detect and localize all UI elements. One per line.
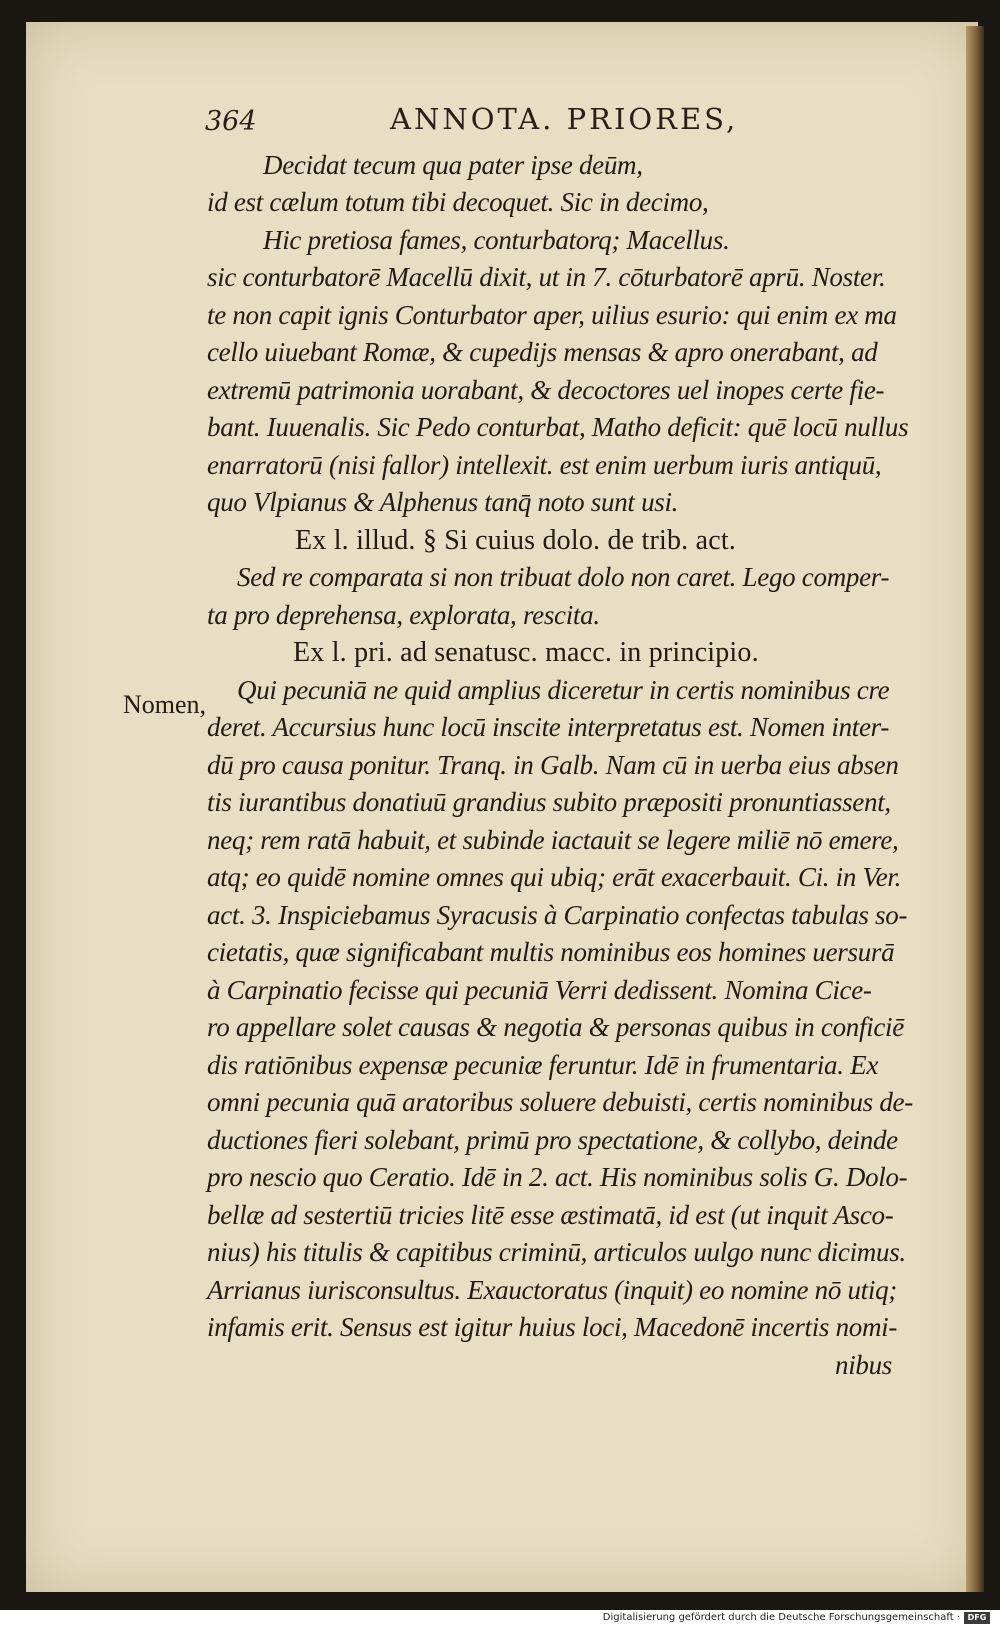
text-line: cello uiuebant Romæ, & cupedijs mensas & apro onerabant, ad bbox=[207, 337, 878, 367]
text-line: dis ratiōnibus expensæ pecuniæ feruntur. Idē in frumentaria. Ex bbox=[207, 1050, 879, 1080]
text-line: à Carpinatio fecisse qui pecuniā Verri dedissent. Nomina Cice- bbox=[207, 975, 872, 1005]
section-heading: Ex l. illud. § Si cuius dolo. de trib. act. bbox=[295, 525, 737, 556]
text-line: Qui pecuniā ne quid amplius diceretur in certis nominibus cre bbox=[237, 675, 890, 705]
text-line: Hic pretiosa fames, conturbatorq; Macellus. bbox=[263, 225, 730, 255]
text-line: neq; rem ratā habuit, et subinde iactauit se legere miliē nō emere, bbox=[207, 825, 899, 855]
text-line: deret. Accursius hunc locū inscite interpretatus est. Nomen inter- bbox=[207, 712, 890, 742]
text-line: te non capit ignis Conturbator aper, uilius esurio: qui enim ex ma bbox=[207, 300, 897, 330]
text-line: infamis erit. Sensus est igitur huius loci, Macedonē incertis nomi- bbox=[207, 1312, 898, 1342]
text-line: enarratorū (nisi fallor) intellexit. est enim uerbum iuris antiquū, bbox=[207, 450, 882, 480]
dfg-logo: DFG bbox=[964, 1612, 990, 1624]
text-line: cietatis, quæ significabant multis nominibus eos homines uersurā bbox=[207, 937, 895, 967]
text-line: extremū patrimonia uorabant, & decoctores uel inopes certe fie- bbox=[207, 375, 885, 405]
catchword: nibus bbox=[835, 1350, 893, 1380]
text-line: Decidat tecum qua pater ipse deūm, bbox=[263, 150, 643, 180]
page-edge bbox=[966, 26, 984, 1592]
page-number: 364 bbox=[205, 106, 257, 137]
text-line: ductiones fieri solebant, primū pro spectatione, & collybo, deinde bbox=[207, 1125, 898, 1155]
text-line: pro nescio quo Ceratio. Idē in 2. act. His nominibus solis G. Dolo- bbox=[207, 1162, 908, 1192]
text-line: omni pecunia quā aratoribus soluere debuisti, certis nominibus de- bbox=[207, 1087, 913, 1117]
running-head: ANNOTA. PRIORES, bbox=[390, 102, 739, 136]
text-line: dū pro causa ponitur. Tranq. in Galb. Nam cū in uerba eius absen bbox=[207, 750, 899, 780]
text-line: ta pro deprehensa, explorata, rescita. bbox=[207, 600, 600, 630]
text-line: id est cælum totum tibi decoquet. Sic in decimo, bbox=[207, 187, 709, 217]
footer-banner bbox=[0, 1610, 1000, 1626]
page-header bbox=[205, 102, 805, 142]
text-line: sic conturbatorē Macellū dixit, ut in 7. cōturbatorē aprū. Noster. bbox=[207, 262, 886, 292]
text-line: act. 3. Inspiciebamus Syracusis à Carpinatio confectas tabulas so- bbox=[207, 900, 908, 930]
text-line: nius) his titulis & capitibus criminū, articulos uulgo nunc dicimus. bbox=[207, 1237, 906, 1267]
margin-note: Nomen, bbox=[123, 690, 207, 719]
text-line: Arrianus iurisconsultus. Exauctoratus (inquit) eo nomine nō utiq; bbox=[207, 1275, 897, 1305]
text-line: tis iurantibus donatiuū grandius subito præpositi pronuntiassent, bbox=[207, 787, 891, 817]
footer-credit: Digitalisierung gefördert durch die Deutsche Forschungsgemeinschaft · bbox=[602, 1612, 960, 1623]
text-line: quo Vlpianus & Alphenus tanq̄ noto sunt usi. bbox=[207, 487, 679, 517]
section-heading: Ex l. pri. ad senatusc. macc. in principio. bbox=[293, 637, 759, 668]
text-line: bant. Iuuenalis. Sic Pedo conturbat, Matho deficit: quē locū nullus bbox=[207, 412, 909, 442]
text-line: bellæ ad sestertiū tricies litē esse æstimatā, id est (ut inquit Asco- bbox=[207, 1200, 894, 1230]
text-line: Sed re comparata si non tribuat dolo non caret. Lego comper- bbox=[237, 562, 890, 592]
text-line: ro appellare solet causas & negotia & personas quibus in conficiē bbox=[207, 1012, 904, 1042]
text-line: atq; eo quidē nomine omnes qui ubiq; erāt exacerbauit. Ci. in Ver. bbox=[207, 862, 902, 892]
